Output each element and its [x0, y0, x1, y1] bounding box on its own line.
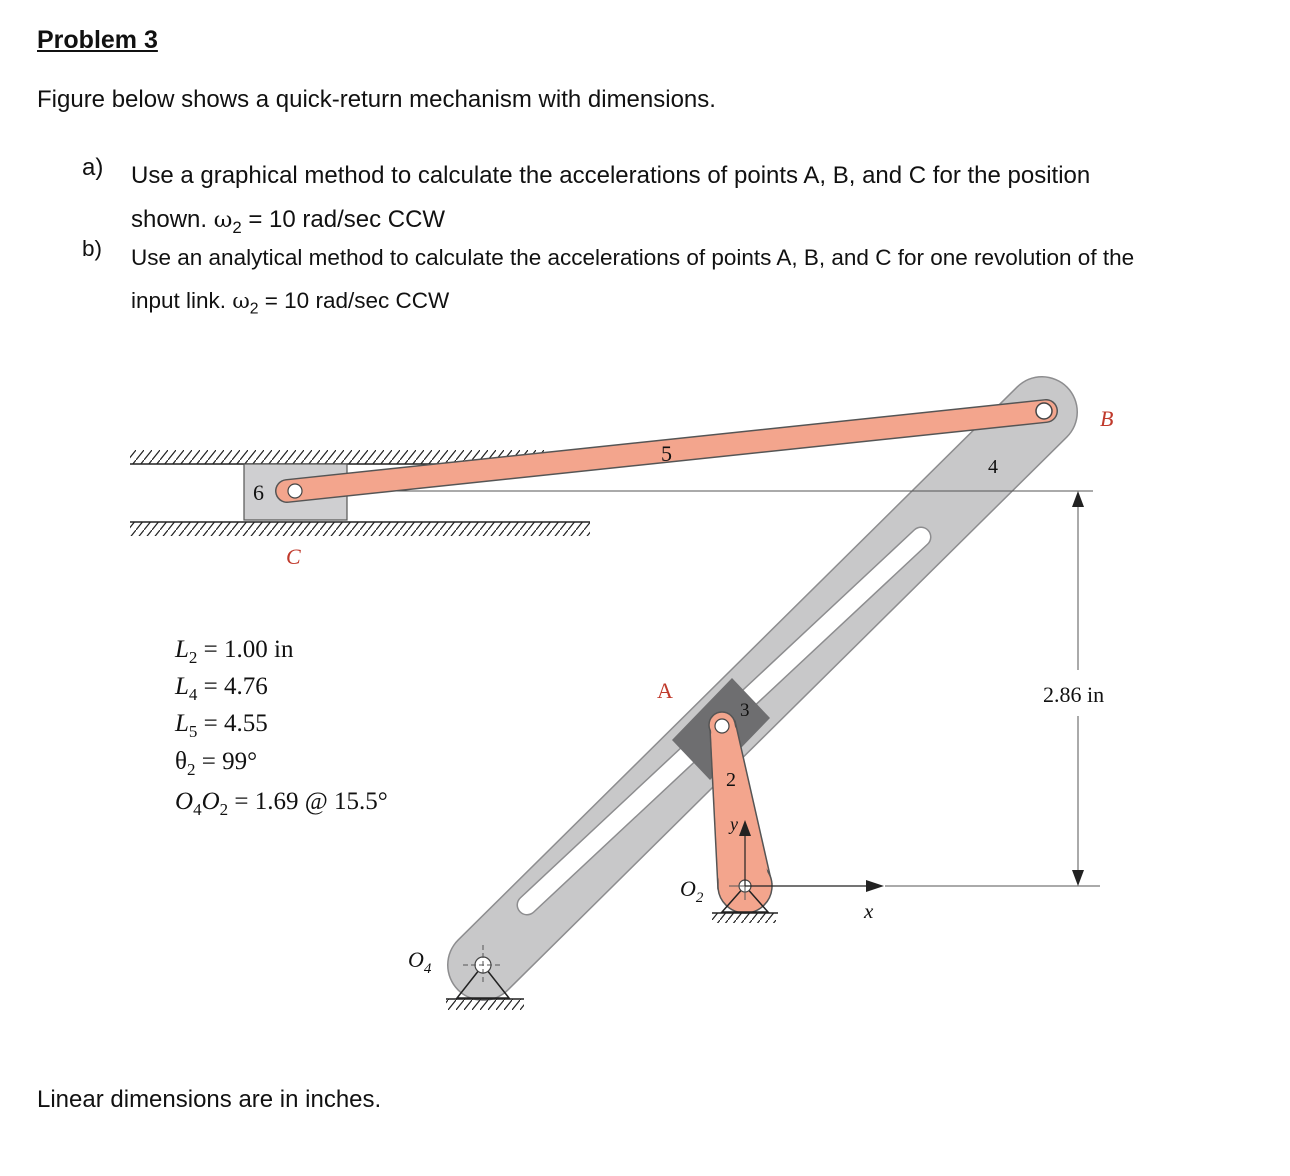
given-o4o2-sub2: 2	[219, 800, 229, 819]
given-theta2-sym: θ	[175, 748, 187, 775]
footnote: Linear dimensions are in inches.	[37, 1086, 382, 1113]
given-l2-sub: 2	[188, 648, 198, 667]
label-x-axis: x	[864, 899, 874, 923]
label-point-b: B	[1100, 406, 1114, 431]
given-theta2-sub: 2	[186, 760, 196, 779]
given-l4	[174, 673, 268, 704]
label-pivot-o4	[408, 947, 432, 977]
question-a-line2-prefix: shown.	[131, 206, 208, 233]
given-l4-rest: = 4.76	[197, 673, 268, 700]
given-l5	[174, 710, 268, 741]
given-o4o2-sym2: O	[201, 788, 220, 815]
label-point-c: C	[286, 544, 301, 569]
given-l4-sub: 4	[188, 685, 198, 704]
label-pivot-o2-main: O	[680, 876, 696, 901]
question-b-line1: Use an analytical method to calculate the accelerations of points A, B, and C for one revolution of the	[131, 245, 1135, 270]
given-o4o2	[175, 788, 388, 819]
dim-arrow-bottom	[1072, 870, 1084, 886]
question-b-omega: ω	[232, 289, 250, 314]
given-l5-sym: L	[175, 710, 189, 737]
label-link-2: 2	[726, 769, 736, 791]
given-l2-sym: L	[175, 636, 189, 663]
given-o4o2-rest: = 1.69 @ 15.5°	[228, 788, 388, 815]
question-a-marker: a)	[82, 154, 104, 181]
given-data	[174, 636, 388, 819]
intro-text: Figure below shows a quick-return mechanism with dimensions.	[37, 86, 716, 113]
pin-c	[288, 484, 302, 498]
label-link-5: 5	[661, 441, 672, 466]
height-dimension-label: 2.86 in	[1043, 682, 1105, 707]
given-l2-rest: = 1.00 in	[197, 636, 294, 663]
given-l2	[174, 636, 294, 667]
ground-o4-hatch	[446, 999, 524, 1010]
question-b-omega-sub: 2	[249, 300, 259, 318]
given-l5-rest: = 4.55	[197, 710, 268, 737]
given-o4o2-sub: 4	[193, 800, 202, 819]
ground-o2-hatch	[712, 913, 776, 923]
label-pivot-o2	[680, 876, 704, 906]
label-point-a: A	[657, 678, 673, 703]
given-theta2	[175, 748, 257, 779]
question-a-omega-sub: 2	[232, 217, 242, 237]
pin-a	[715, 719, 729, 733]
label-link-3: 3	[740, 700, 750, 721]
label-y-axis: y	[730, 814, 738, 834]
question-a-omega: ω	[213, 207, 233, 233]
given-l4-sym: L	[175, 673, 189, 700]
pin-b	[1036, 403, 1052, 419]
x-axis-arrow	[866, 880, 884, 892]
given-o4o2-sym: O	[175, 788, 194, 815]
given-l5-sub: 5	[188, 722, 198, 741]
question-b-line2-prefix: input link.	[131, 288, 227, 313]
given-theta2-rest: = 99°	[195, 748, 258, 775]
question-a-omega-value: = 10 rad/sec CCW	[248, 206, 446, 233]
dim-arrow-top	[1072, 491, 1084, 507]
label-link-4: 4	[988, 456, 998, 478]
question-b-omega-value: = 10 rad/sec CCW	[264, 288, 450, 313]
label-pivot-o4-main: O	[408, 947, 424, 972]
label-pivot-o2-sub: 2	[695, 890, 704, 906]
bottom-rail-hatch	[130, 522, 590, 536]
label-link-6: 6	[253, 480, 264, 505]
label-pivot-o4-sub: 4	[423, 961, 432, 977]
question-a-line1: Use a graphical method to calculate the accelerations of points A, B, and C for the position	[131, 162, 1091, 189]
question-b-marker: b)	[82, 236, 103, 261]
problem-title: Problem 3	[37, 26, 158, 54]
